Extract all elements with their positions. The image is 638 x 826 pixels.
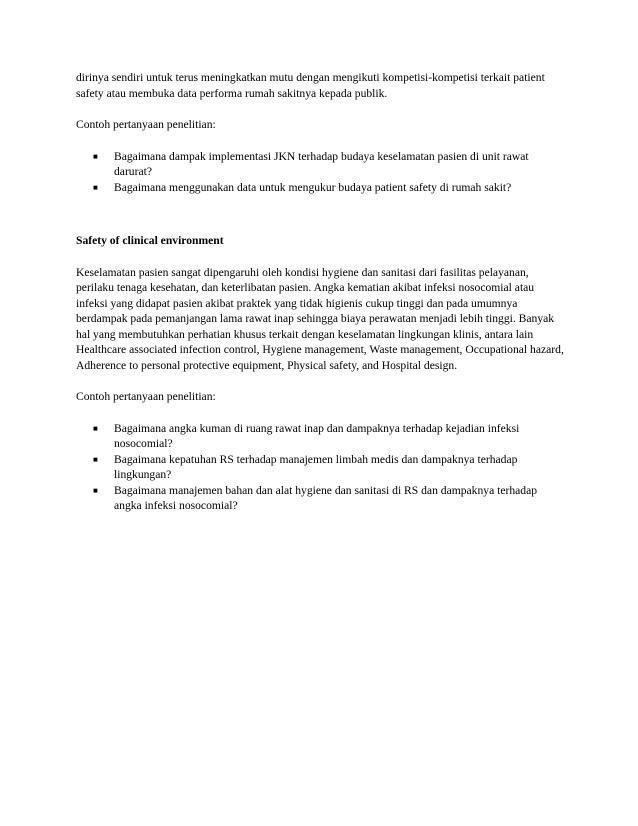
- square-bullet-icon: ■: [93, 485, 98, 495]
- square-bullet-icon: ■: [93, 454, 98, 464]
- list-item-text: Bagaimana manajemen bahan dan alat hygiene dan sanitasi di RS dan dampaknya terhadap angka infeksi nosocomial?: [114, 483, 538, 512]
- list-item: [76, 452, 566, 483]
- list-item-text: Bagaimana menggunakan data untuk mengukur budaya patient safety di rumah sakit?: [114, 180, 512, 194]
- list-item-text: Bagaimana angka kuman di ruang rawat inap dan dampaknya terhadap kejadian infeksi nosocomial?: [114, 421, 520, 450]
- list-item: [76, 421, 566, 452]
- square-bullet-icon: ■: [93, 151, 98, 161]
- research-question-list-1: [76, 149, 566, 196]
- research-question-list-2: [76, 421, 566, 514]
- intro-paragraph: dirinya sendiri untuk terus meningkatkan mutu dengan mengikuti kompetisi-kompetisi terkait patient safety atau membuka data performa rumah sakitnya kepada publik.: [76, 71, 545, 100]
- list-item-text: Bagaimana dampak implementasi JKN terhadap budaya keselamatan pasien di unit rawat darurat?: [114, 149, 529, 178]
- square-bullet-icon: ■: [93, 423, 98, 433]
- section-heading: Safety of clinical environment: [76, 234, 224, 247]
- example-questions-label-1: Contoh pertanyaan penelitian:: [76, 118, 216, 131]
- list-item: [76, 483, 566, 514]
- list-item: [76, 180, 566, 196]
- page-content: [76, 70, 566, 514]
- section-body-paragraph: Keselamatan pasien sangat dipengaruhi oleh kondisi hygiene dan sanitasi dari fasilitas pelayanan, perilaku tenaga kesehatan, dan keterlibatan pasien. Angka kematian akibat infeksi nosocomial atau infeksi yang didapat pasien akibat praktek yang tidak higienis cukup tinggi dan pada umumnya berdampak pada pemanjangan lama rawat inap sehingga biaya perawatan menjadi lebih tinggi. Banyak hal yang membutuhkan perhatian khusus terkait dengan keselamatan lingkungan klinis, antara lain Healthcare associated infection control, Hygiene management, Waste management, Occupational hazard, Adherence to personal protective equipment, Physical safety, and Hospital design.: [76, 265, 564, 372]
- list-item: [76, 149, 566, 180]
- square-bullet-icon: ■: [93, 182, 98, 192]
- example-questions-label-2: Contoh pertanyaan penelitian:: [76, 390, 216, 403]
- list-item-text: Bagaimana kepatuhan RS terhadap manajemen limbah medis dan dampaknya terhadap lingkungan?: [114, 452, 518, 481]
